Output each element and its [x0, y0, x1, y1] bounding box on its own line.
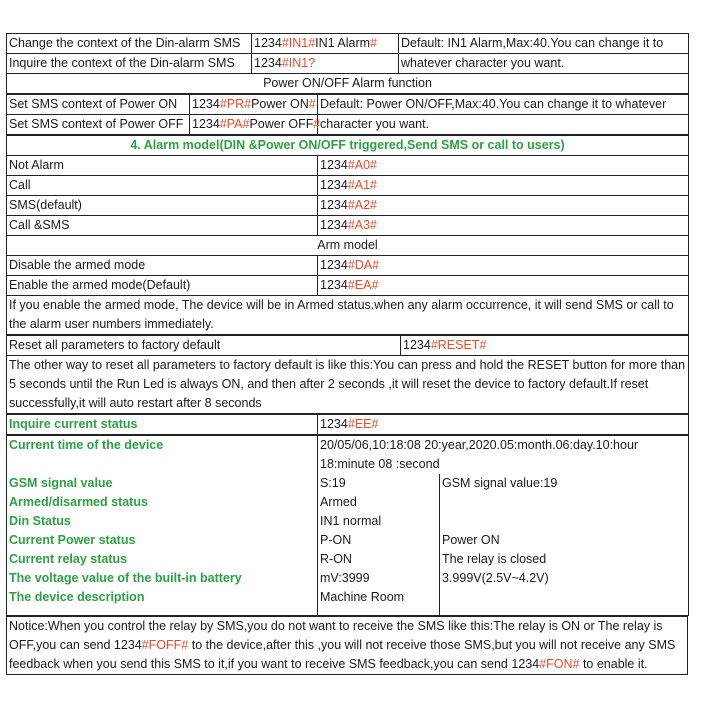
status-value: Armed: [318, 493, 440, 512]
row-label: SMS(default): [7, 196, 318, 216]
alarm-model-title: 4. Alarm model(DIN &Power ON/OFF triggered,Send SMS or call to users): [7, 136, 689, 156]
row-label: Set SMS context of Power ON: [7, 95, 190, 115]
sms-command: 1234#A2#: [318, 196, 689, 216]
row-description: Default: IN1 Alarm,Max:40.You can change it to: [399, 34, 689, 54]
status-note: [440, 588, 689, 607]
table-row: [7, 95, 689, 115]
status-row: [7, 550, 689, 569]
table-row: [7, 54, 689, 74]
arm-note: If you enable the armed mode, The device will be in Armed status.when any alarm occurrence, it will send SMS or call to the alarm user numbers immediately.: [7, 296, 689, 335]
status-label: Din Status: [7, 512, 318, 531]
row-label: Inquire the context of the Din-alarm SMS: [7, 54, 252, 74]
status-label: Current Power status: [7, 531, 318, 550]
sms-command: 1234#A3#: [318, 216, 689, 236]
reset-note: The other way to reset all parameters to factory default is like this:You can press and hold the RESET button for more than 5 seconds until the Run Led is always ON, and then after 2 seconds ,it will reset the device to factory default.If reset successfully,it will auto restart after 8 seconds: [7, 356, 689, 414]
row-description: whatever character you want.: [399, 54, 689, 74]
table-row: [7, 156, 689, 176]
status-note: [440, 493, 689, 512]
status-label: GSM signal value: [7, 474, 318, 493]
sms-command: 1234#RESET#: [401, 336, 689, 356]
table-row: [7, 216, 689, 236]
status-row: [7, 569, 689, 588]
note-row: [7, 617, 688, 675]
status-table: [6, 414, 689, 435]
status-row: [7, 512, 689, 531]
status-row: [7, 436, 689, 456]
power-section-title: Power ON/OFF Alarm function: [7, 74, 689, 94]
table-row: [7, 256, 689, 276]
sms-command-table: [6, 33, 689, 94]
instruction-sheet: [6, 33, 688, 675]
reset-table: [6, 335, 689, 414]
section-header: [7, 136, 689, 156]
power-table: [6, 94, 689, 135]
status-note: The relay is closed: [440, 550, 689, 569]
status-note: Power ON: [440, 531, 689, 550]
status-row: [7, 531, 689, 550]
status-value: R-ON: [318, 550, 440, 569]
row-description: character you want.: [318, 115, 689, 135]
status-value: IN1 normal: [318, 512, 440, 531]
table-row: [7, 196, 689, 216]
table-row: [7, 276, 689, 296]
table-row: [7, 415, 689, 435]
status-label: Armed/disarmed status: [7, 493, 318, 512]
status-value: P-ON: [318, 531, 440, 550]
status-row: [7, 493, 689, 512]
row-label: Enable the armed mode(Default): [7, 276, 318, 296]
table-row: [7, 176, 689, 196]
notice-text: Notice:When you control the relay by SMS,you do not want to receive the SMS like this:The relay is ON or The relay is OFF,you can send 1234#FOFF# to the device,after this ,you will not receive those SMS,but you will not receive any SMS feedback when you send this SMS to it,if you want to receive SMS feedback,you can send 1234#FON# to enable it.: [7, 617, 688, 675]
table-row: [7, 336, 689, 356]
status-note: GSM signal value:19: [440, 474, 689, 493]
status-fields: [6, 435, 689, 616]
row-label: Change the context of the Din-alarm SMS: [7, 34, 252, 54]
status-label: The voltage value of the built-in battery: [7, 569, 318, 588]
inquire-status-label: Inquire current status: [7, 415, 318, 435]
sms-command: 1234#PR#Power ON#: [190, 95, 318, 115]
status-value: mV:3999: [318, 569, 440, 588]
section-header: [7, 236, 689, 256]
notice-table: [6, 616, 688, 675]
table-row: [7, 34, 689, 54]
row-label: Reset all parameters to factory default: [7, 336, 401, 356]
row-label: Call: [7, 176, 318, 196]
sms-command: 1234#DA#: [318, 256, 689, 276]
spacer-row: [7, 607, 689, 616]
status-note: 3.999V(2.5V~4.2V): [440, 569, 689, 588]
sms-command: 1234#A0#: [318, 156, 689, 176]
status-label: The device description: [7, 588, 318, 607]
status-label: Current time of the device: [7, 436, 318, 456]
status-value: 20/05/06,10:18:08 20:year,2020.05:month.06:day.10:hour: [318, 436, 689, 456]
status-row: [7, 474, 689, 493]
table-row: [7, 115, 689, 135]
status-value: Machine Room: [318, 588, 440, 607]
row-description: Default: Power ON/OFF,Max:40.You can change it to whatever: [318, 95, 689, 115]
sms-command: 1234#IN1#IN1 Alarm#: [252, 34, 399, 54]
note-row: [7, 356, 689, 414]
status-label: Current relay status: [7, 550, 318, 569]
row-label: Not Alarm: [7, 156, 318, 176]
status-row: [7, 588, 689, 607]
row-label: Call &SMS: [7, 216, 318, 236]
note-row: [7, 296, 689, 335]
status-value: S:19: [318, 474, 440, 493]
sms-command: 1234#EA#: [318, 276, 689, 296]
sms-command: 1234#A1#: [318, 176, 689, 196]
section-header: [7, 74, 689, 94]
status-row: [7, 455, 689, 474]
sms-command: 1234#IN1?: [252, 54, 399, 74]
sms-command: 1234#PA#Power OFF#: [190, 115, 318, 135]
row-label: Set SMS context of Power OFF: [7, 115, 190, 135]
row-label: Disable the armed mode: [7, 256, 318, 276]
alarm-model-table: [6, 135, 689, 335]
sms-command: 1234#EE#: [318, 415, 689, 435]
status-value: 18:minute 08 :second: [318, 455, 689, 474]
status-note: [440, 512, 689, 531]
arm-model-title: Arm model: [7, 236, 689, 256]
